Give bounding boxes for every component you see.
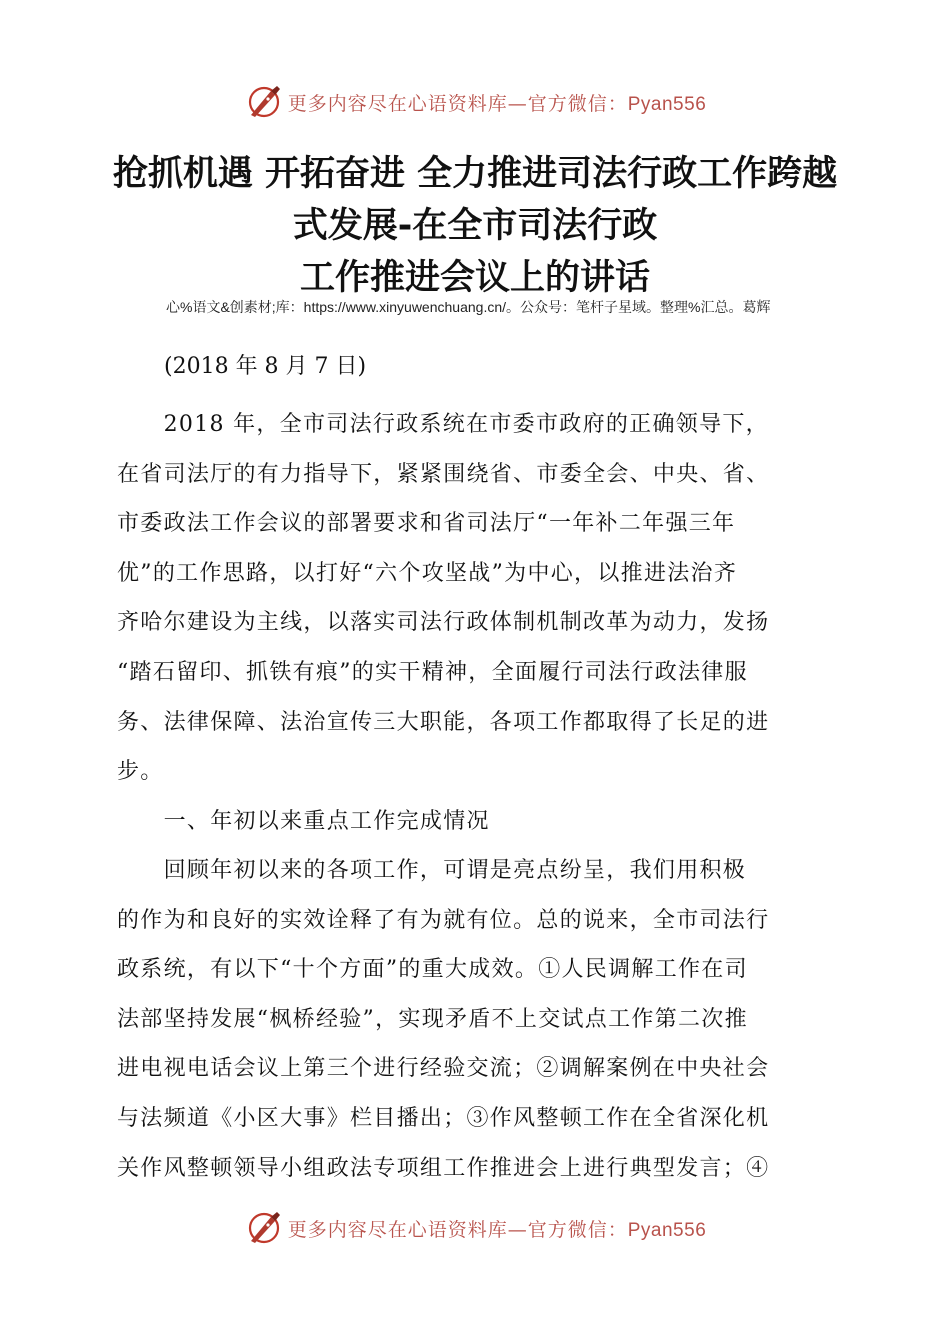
title-line-3: 工作推进会议上的讲话 bbox=[299, 258, 650, 298]
text-line: 市委政法工作会议的部署要求和省司法厅“一年补二年强三年 bbox=[117, 511, 736, 537]
text-line: 齐哈尔建设为主线，以落实司法行政体制机制改革为动力，发扬 bbox=[117, 610, 770, 636]
section-heading-text: 一、年初以来重点工作完成情况 bbox=[117, 809, 490, 834]
text-line: 务、法律保障、法治宣传三大职能，各项工作都取得了长足的进 bbox=[117, 709, 770, 735]
document-title bbox=[100, 148, 850, 304]
banner-prefix: 更多内容尽在心语资料库—官方微信： bbox=[287, 1218, 628, 1241]
banner-wechat-id: Pyan556 bbox=[627, 1219, 707, 1241]
speech-date: (2018 年 8 月 7 日) bbox=[164, 354, 367, 379]
paragraph-1 bbox=[117, 400, 842, 797]
text-line: 法部坚持发展“枫桥经验”，实现矛盾不上交试点工作第二次推 bbox=[117, 1006, 748, 1032]
text-line: 进电视电话会议上第三个进行经验交流；②调解案例在中央社会 bbox=[117, 1056, 770, 1082]
text-line: 在省司法厅的有力指导下，紧紧围绕省、市委全会、中央、省、 bbox=[117, 461, 770, 487]
text-line: 政系统，有以下“十个方面”的重大成效。①人民调解工作在司 bbox=[117, 957, 748, 983]
source-note: 心%语文&创素材;库：https://www.xinyuwenchuang.cn/。公众号：笔杆子星域。整理%汇总。葛辉 bbox=[166, 299, 771, 315]
text-line: “踏石留印、抓铁有痕”的实干精神，全面履行司法行政法律服 bbox=[117, 659, 748, 685]
title-line-2: 式发展-在全市司法行政 bbox=[292, 206, 658, 246]
section-heading bbox=[117, 797, 842, 847]
banner-prefix: 更多内容尽在心语资料库—官方微信： bbox=[287, 92, 628, 115]
title-line-1: 抢抓机遇 开拓奋进 全力推进司法行政工作跨越 bbox=[112, 154, 838, 194]
text-line: 关作风整顿领导小组政法专项组工作推进会上进行典型发言；④ bbox=[117, 1155, 770, 1181]
text-line: 的作为和良好的实效诠释了有为就有位。总的说来，全市司法行 bbox=[117, 907, 770, 933]
text-line: 优”的工作思路，以打好“六个攻坚战”为中心，以推进法治齐 bbox=[117, 560, 738, 586]
text-line: 步。 bbox=[117, 759, 164, 785]
banner-wechat-id: Pyan556 bbox=[627, 93, 707, 115]
paragraph-2 bbox=[117, 846, 842, 1193]
banner-text bbox=[288, 89, 707, 116]
text-line: 回顾年初以来的各项工作，可谓是亮点纷呈，我们用积极 bbox=[117, 858, 747, 883]
header-banner bbox=[0, 80, 950, 124]
pen-nib-seal-icon bbox=[244, 1208, 284, 1248]
text-line: 2018 年，全市司法行政系统在市委市政府的正确领导下， bbox=[117, 412, 769, 437]
footer-banner bbox=[0, 1206, 950, 1250]
pen-nib-seal-icon bbox=[244, 82, 284, 122]
text-line: 与法频道《小区大事》栏目播出；③作风整顿工作在全省深化机 bbox=[117, 1105, 770, 1131]
banner-text bbox=[288, 1215, 707, 1242]
